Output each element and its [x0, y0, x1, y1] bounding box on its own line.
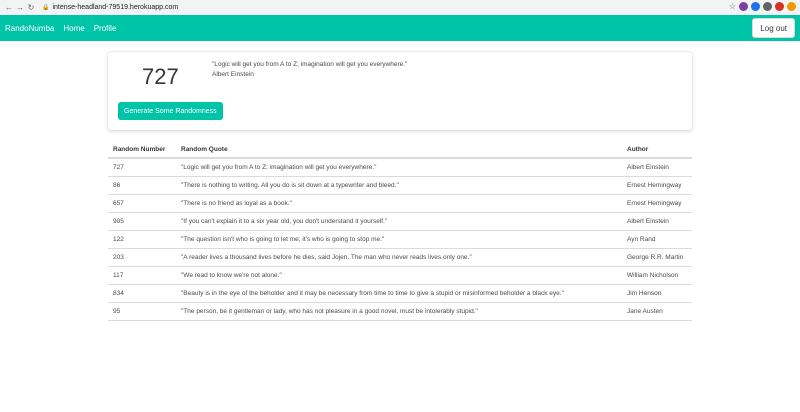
- table-row: [108, 284, 692, 302]
- random-number: 727: [142, 64, 179, 89]
- app-navbar: [0, 15, 800, 41]
- forward-arrow-icon[interactable]: →: [16, 3, 24, 12]
- cell-quote: "Beauty is in the eye of the beholder and it may be necessary from time to time to give a stupid or misinformed beholder a black eye.": [176, 284, 622, 302]
- table-row: [108, 176, 692, 194]
- bookmark-star-icon[interactable]: ☆: [728, 2, 736, 11]
- cell-author: William Nicholson: [622, 266, 692, 284]
- extension-icon[interactable]: [751, 2, 760, 11]
- header-random-quote: Random Quote: [176, 141, 622, 158]
- cell-quote: "The person, be it gentleman or lady, who has not pleasure in a good novel, must be intolerably stupid.": [176, 302, 622, 320]
- url-text[interactable]: intense-headland-79519.herokuapp.com: [52, 4, 179, 11]
- cell-number: 834: [108, 284, 176, 302]
- extension-icons: [729, 2, 796, 11]
- brand-link[interactable]: RandoNumba: [5, 23, 55, 33]
- cell-author: Ayn Rand: [622, 230, 692, 248]
- cell-number: 117: [108, 266, 176, 284]
- extension-icon[interactable]: [763, 2, 772, 11]
- card-quote: "Logic will get you from A to Z; imagination will get you everywhere.": [212, 61, 408, 68]
- lock-icon: 🔒: [42, 5, 50, 11]
- table-header-row: [108, 141, 692, 158]
- table-row: [108, 230, 692, 248]
- logout-button[interactable]: Log out: [752, 18, 795, 38]
- cell-quote: "There is no friend as loyal as a book.": [176, 194, 622, 212]
- cell-author: Jane Austen: [622, 302, 692, 320]
- header-random-number: Random Number: [108, 141, 176, 158]
- cell-author: Albert Einstein: [622, 158, 692, 176]
- quotes-table: [108, 141, 692, 321]
- random-card: [108, 52, 692, 130]
- table-row: [108, 158, 692, 176]
- back-arrow-icon[interactable]: ←: [5, 3, 13, 12]
- cell-number: 657: [108, 194, 176, 212]
- extension-icon[interactable]: [739, 2, 748, 11]
- table-row: [108, 194, 692, 212]
- nav-profile-link[interactable]: Profile: [93, 23, 117, 33]
- table-row: [108, 212, 692, 230]
- profile-avatar-icon[interactable]: [775, 2, 784, 11]
- cell-quote: "We read to know we're not alone.": [176, 266, 622, 284]
- card-author: Albert Einstein: [212, 71, 254, 78]
- cell-number: 86: [108, 176, 176, 194]
- table-row: [108, 266, 692, 284]
- cell-quote: "There is nothing to writing. All you do is sit down at a typewriter and bleed.": [176, 176, 622, 194]
- generate-button[interactable]: Generate Some Randomness: [118, 102, 223, 120]
- cell-number: 905: [108, 212, 176, 230]
- browser-nav: [4, 3, 36, 12]
- address-bar[interactable]: [42, 4, 178, 11]
- table-row: [108, 302, 692, 320]
- header-author: Author: [622, 141, 692, 158]
- cell-quote: "If you can't explain it to a six year old, you don't understand it yourself.": [176, 212, 622, 230]
- cell-number: 122: [108, 230, 176, 248]
- cell-quote: "The question isn't who is going to let me; it's who is going to stop me.": [176, 230, 622, 248]
- cell-quote: "A reader lives a thousand lives before he dies, said Jojen. The man who never reads lives only one.": [176, 248, 622, 266]
- nav-home-link[interactable]: Home: [63, 23, 85, 33]
- cell-author: Albert Einstein: [622, 212, 692, 230]
- cell-quote: "Logic will get you from A to Z; imagination will get you everywhere.": [176, 158, 622, 176]
- cell-number: 727: [108, 158, 176, 176]
- extension-icon[interactable]: [787, 2, 796, 11]
- table-row: [108, 248, 692, 266]
- cell-author: Ernest Hemingway: [622, 194, 692, 212]
- cell-number: 203: [108, 248, 176, 266]
- cell-author: Jim Henson: [622, 284, 692, 302]
- cell-author: Ernest Hemingway: [622, 176, 692, 194]
- reload-icon[interactable]: ↻: [27, 3, 35, 12]
- cell-author: George R.R. Martin: [622, 248, 692, 266]
- cell-number: 95: [108, 302, 176, 320]
- browser-toolbar: [0, 0, 800, 15]
